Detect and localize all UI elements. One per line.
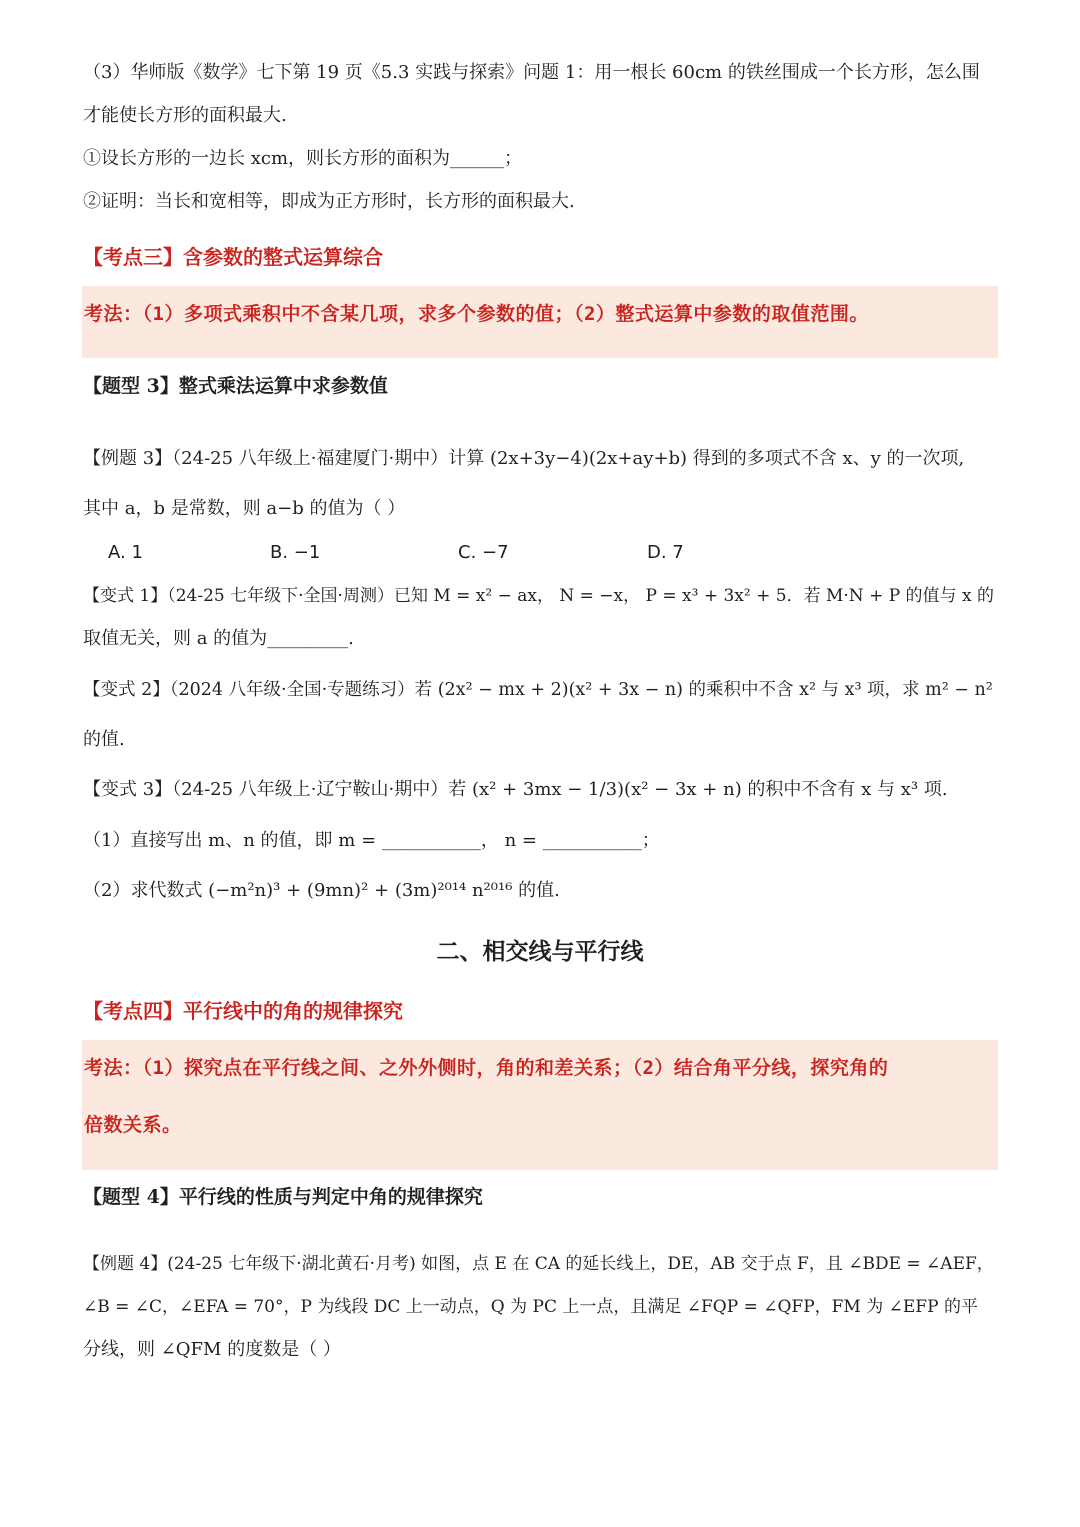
kaodian-4-method-2: 倍数关系。 (84, 1114, 182, 1136)
variant-1-line-1: 【变式 1】（24-25 七年级下·全国·周测）已知 M = x² − ax， N = −x， P = x³ + 3x² + 5．若 M·N + P 的值与 x 的 (83, 586, 994, 606)
tixing-3-heading: 【题型 3】整式乘法运算中求参数值 (83, 375, 388, 397)
kaodian-3-method: 考法：（1）多项式乘积中不含某几项，求多个参数的值；（2）整式运算中参数的取值范围。 (84, 303, 869, 325)
example-3-option-d: D. 7 (647, 542, 684, 563)
variant-2-line-1: 【变式 2】（2024 八年级·全国·专题练习）若 (2x² − mx + 2)(x² + 3x − n) 的乘积中不含 x² 与 x³ 项，求 m² − n² (83, 680, 993, 700)
variant-3-line-1: 【变式 3】（24-25 八年级上·辽宁鞍山·期中）若 (x² + 3mx − 1/3)(x² − 3x + n) 的积中不含有 x 与 x³ 项. (83, 779, 948, 800)
variant-3-part-1: （1）直接写出 m、n 的值，即 m = ___________， n = ___________； (83, 830, 660, 851)
example-3-option-a: A. 1 (108, 542, 143, 563)
example-3-line-1: 【例题 3】（24-25 八年级上·福建厦门·期中）计算 (2x+3y−4)(2x+ay+b) 得到的多项式不含 x、y 的一次项, (83, 448, 965, 469)
example-3-option-b: B. −1 (270, 542, 321, 563)
kaodian-4-method-1: 考法：（1）探究点在平行线之间、之外外侧时，角的和差关系；（2）结合角平分线，探究角的 (84, 1057, 889, 1079)
problem-3-part-1: ①设长方形的一边长 xcm，则长方形的面积为______； (83, 148, 523, 169)
problem-3-line-2: 才能使长方形的面积最大. (83, 105, 287, 126)
variant-2-line-2: 的值. (83, 729, 125, 750)
variant-3-part-2: （2）求代数式 (−m²n)³ + (9mn)² + (3m)²⁰¹⁴ n²⁰¹⁶ 的值. (83, 880, 560, 901)
example-4-line-3: 分线，则 ∠QFM 的度数是（ ） (83, 1339, 341, 1360)
tixing-4-heading: 【题型 4】平行线的性质与判定中角的规律探究 (83, 1186, 483, 1208)
example-4-line-1: 【例题 4】(24-25 七年级下·湖北黄石·月考) 如图，点 E 在 CA 的延长线上，DE，AB 交于点 F，且 ∠BDE = ∠AEF， (83, 1254, 994, 1274)
example-3-line-2: 其中 a，b 是常数，则 a−b 的值为（ ） (83, 498, 406, 519)
kaodian-4-heading: 【考点四】平行线中的角的规律探究 (83, 999, 403, 1023)
variant-1-line-2: 取值无关，则 a 的值为_________. (83, 628, 354, 649)
problem-3-part-2: ②证明：当长和宽相等，即成为正方形时，长方形的面积最大. (83, 191, 575, 212)
example-3-option-c: C. −7 (458, 542, 509, 563)
kaodian-3-heading: 【考点三】含参数的整式运算综合 (83, 245, 383, 269)
example-4-line-2: ∠B = ∠C，∠EFA = 70°，P 为线段 DC 上一动点，Q 为 PC 上一点，且满足 ∠FQP = ∠QFP，FM 为 ∠EFP 的平 (83, 1297, 978, 1317)
section-title: 二、相交线与平行线 (436, 938, 644, 965)
problem-3-line-1: （3）华师版《数学》七下第 19 页《5.3 实践与探索》问题 1：用一根长 60cm 的铁丝围成一个长方形，怎么围 (83, 62, 980, 83)
